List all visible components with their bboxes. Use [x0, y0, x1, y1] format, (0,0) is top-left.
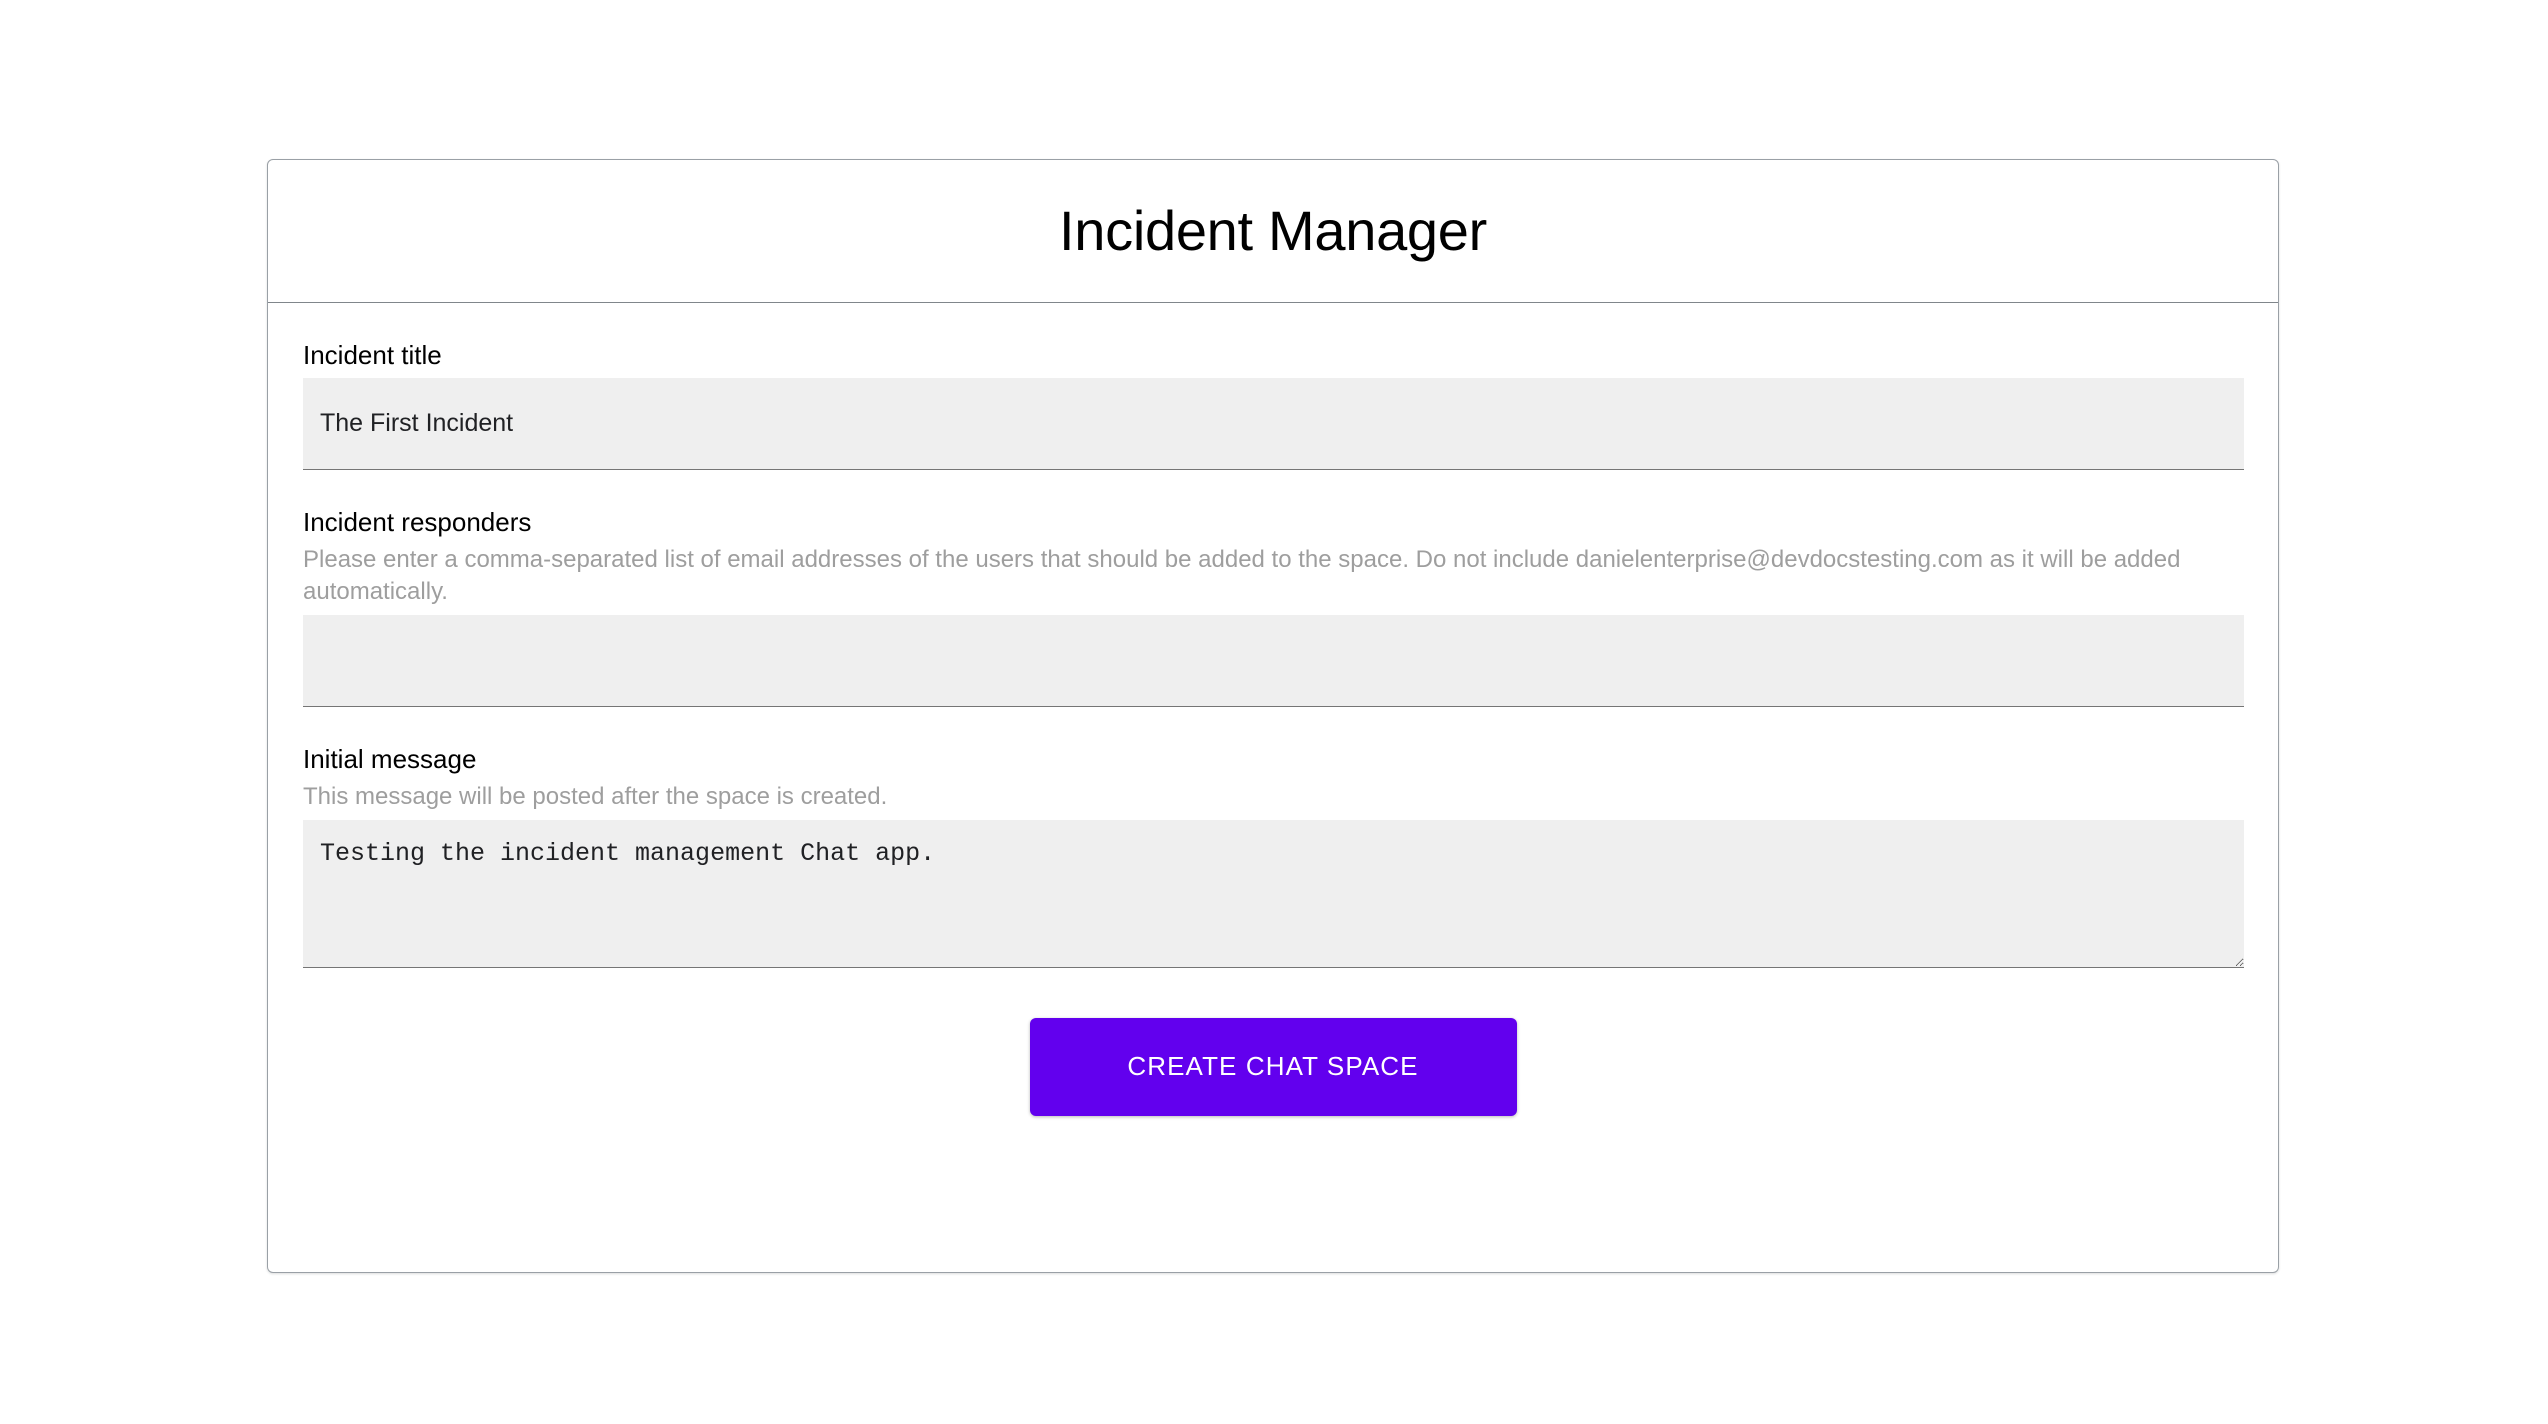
field-initial-message	[303, 743, 2243, 968]
initial-message-help: This message will be posted after the space is created.	[303, 783, 888, 811]
form-actions	[303, 1018, 2243, 1116]
incident-responders-input[interactable]	[303, 615, 2244, 707]
page-title: Incident Manager	[1059, 199, 1487, 262]
incident-manager-card	[267, 159, 2279, 1273]
field-incident-responders	[303, 506, 2243, 707]
initial-message-label: Initial message	[303, 743, 477, 774]
card-body	[268, 303, 2278, 1116]
incident-responders-label: Incident responders	[303, 506, 532, 537]
create-chat-space-button[interactable]: CREATE CHAT SPACE	[1030, 1018, 1517, 1116]
incident-responders-help: Please enter a comma-separated list of email addresses of the users that should be added to the space. Do not include danielenterprise@devdocstesting.com as it will be added automatically.	[303, 546, 2181, 606]
field-incident-title	[303, 339, 2243, 470]
incident-title-input[interactable]	[303, 378, 2244, 470]
card-header	[268, 160, 2278, 303]
incident-title-label: Incident title	[303, 340, 442, 370]
initial-message-textarea[interactable]	[303, 820, 2244, 968]
